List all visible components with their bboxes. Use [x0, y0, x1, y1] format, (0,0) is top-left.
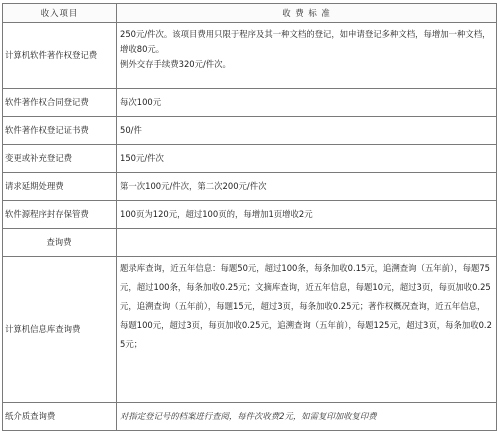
header-item: 收入项目: [3, 4, 117, 23]
row-item: 计算机软件著作权登记费: [3, 23, 117, 89]
row-item: 变更或补充登记费: [3, 145, 117, 173]
row-standard: 100页为120元，超过100页的，每增加1页增收2元: [117, 201, 497, 229]
row-standard: 150元/件次: [117, 145, 497, 173]
fee-table: [2, 3, 497, 431]
row-item: 查询费: [3, 229, 117, 257]
row-standard: 题录库查询，近五年信息：每题50元，超过100条，每条加收0.15元，追溯查询（五年前），每题75元，超过100条，每条加收0.25元；文摘库查询，近五年信息，每题10元，超过3页，每页加收0.25元，追溯查询（五年前），每题15元，超过3页，每条加收0.25元；著作权概况查询，近五年信息，每题100元，超过3页，每页加收0.25元，追溯查询（五年前），每题125元，超过3页，每条加收0.25元；: [117, 257, 497, 403]
row-item: 软件源程序封存保管费: [3, 201, 117, 229]
table-row: [3, 229, 497, 257]
table-row: [3, 117, 497, 145]
row-item: 计算机信息库查询费: [3, 257, 117, 403]
row-item: 纸介质查询费: [3, 403, 117, 431]
table-row: [3, 201, 497, 229]
row-item: 请求延期处理费: [3, 173, 117, 201]
table-row: [3, 257, 497, 403]
row-standard: [117, 229, 497, 257]
row-standard: 50/件: [117, 117, 497, 145]
row-standard: 250元/件次。该项目费用只限于程序及其一种文档的登记，如申请登记多种文档，每增加一种文档，增收80元。 例外交存手续费320元/件次。: [117, 23, 497, 89]
table-row: [3, 403, 497, 431]
row-standard: 对指定登记号的档案进行查阅，每件次收费2元，如需复印加收复印费: [117, 403, 497, 431]
table-row: [3, 145, 497, 173]
header-row: [3, 4, 497, 23]
row-standard: 第一次100元/件次，第二次200元/件次: [117, 173, 497, 201]
row-item: 软件著作权登记证书费: [3, 117, 117, 145]
header-standard: 收 费 标 准: [117, 4, 497, 23]
table-row: [3, 23, 497, 89]
table-row: [3, 89, 497, 117]
row-item: 软件著作权合同登记费: [3, 89, 117, 117]
table-row: [3, 173, 497, 201]
row-standard: 每次100元: [117, 89, 497, 117]
